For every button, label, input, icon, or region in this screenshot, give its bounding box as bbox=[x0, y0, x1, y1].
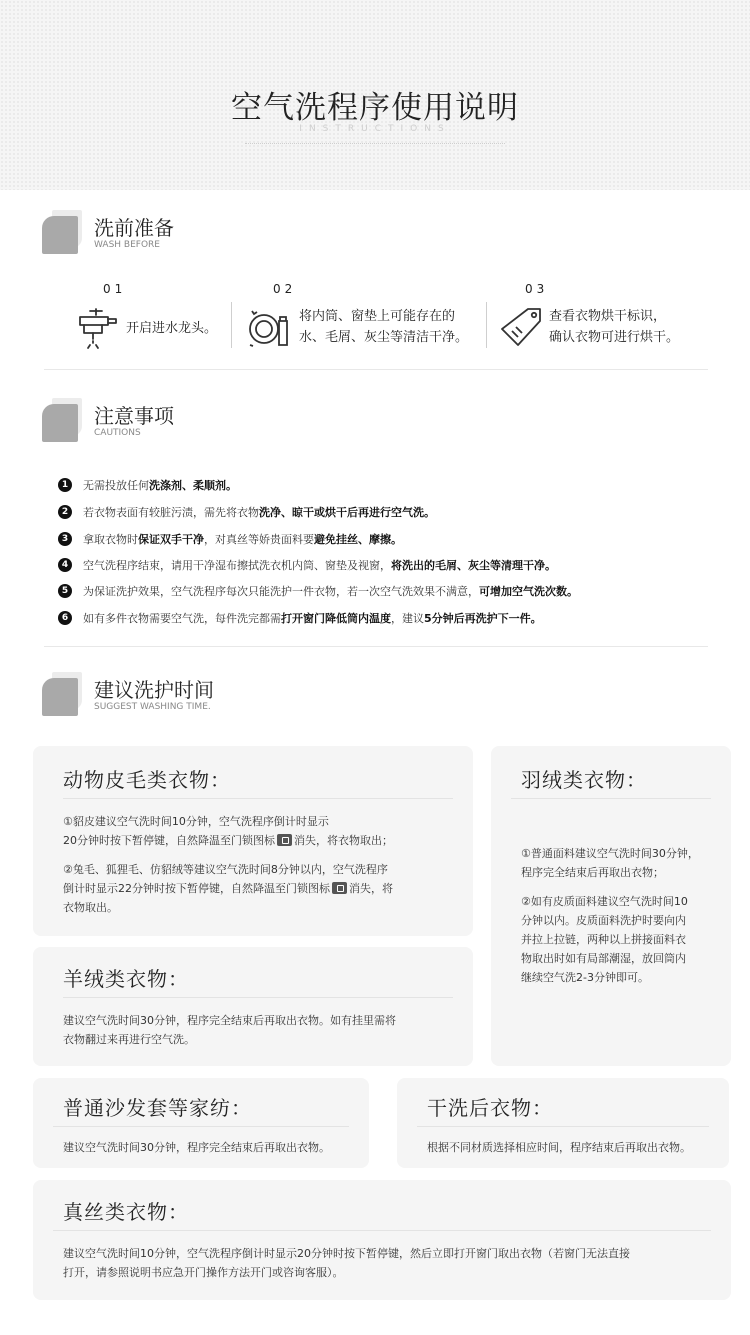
card-divider bbox=[63, 997, 453, 998]
step-text: 将内筒、窗垫上可能存在的 水、毛屑、灰尘等清洁干净。 bbox=[299, 309, 469, 345]
section-subtitle: SUGGEST WASHING TIME. bbox=[94, 702, 211, 712]
step-number: 01 bbox=[103, 282, 127, 296]
caution-number-badge: 2 bbox=[58, 505, 72, 519]
caution-number-badge: 3 bbox=[58, 532, 72, 546]
card-title: 羽绒类衣物： bbox=[521, 768, 647, 792]
card-silk bbox=[33, 1180, 731, 1300]
card-divider bbox=[511, 798, 711, 799]
step-number: 02 bbox=[273, 282, 297, 296]
caution-item bbox=[58, 609, 542, 627]
page-subtitle: INSTRUCTIONS bbox=[299, 124, 451, 134]
step-divider bbox=[231, 302, 232, 348]
caution-item bbox=[58, 582, 578, 600]
card-text: ①貂皮建议空气洗时间10分钟，空气洗程序倒计时显示 20分钟时按下暂停键，自然降温至门锁图标 消失，将衣物取出； ②兔毛、狐狸毛、仿貂绒等建议空气洗时间8分钟以内，空气洗程序 倒计时显示22分钟时按下暂停键，自然降温至门锁图标 消失，将 衣物取出。 bbox=[63, 815, 393, 914]
card-down bbox=[491, 746, 731, 1066]
title-divider bbox=[245, 143, 505, 144]
card-cashmere bbox=[33, 947, 473, 1066]
caution-number-badge: 4 bbox=[58, 558, 72, 572]
caution-number-badge: 6 bbox=[58, 611, 72, 625]
section-marker-icon bbox=[42, 398, 82, 442]
card-text: 根据不同材质选择相应时间，程序结束后再取出衣物。 bbox=[427, 1141, 691, 1154]
section-marker-icon bbox=[42, 672, 82, 716]
section-title: 注意事项 bbox=[94, 404, 174, 428]
card-fur bbox=[33, 746, 473, 936]
caution-text: 若衣物表面有较脏污渍，需先将衣物洗净、晾干或烘干后再进行空气洗。 bbox=[83, 506, 435, 519]
card-text: 建议空气洗时间30分钟，程序完全结束后再取出衣物。 bbox=[63, 1141, 330, 1154]
card-title: 干洗后衣物： bbox=[427, 1096, 553, 1120]
caution-text: 为保证洗护效果，空气洗程序每次只能洗护一件衣物，若一次空气洗效果不满意，可增加空气洗次数。 bbox=[83, 585, 578, 598]
card-text: ①普通面料建议空气洗时间30分钟， 程序完全结束后再取出衣物； ②如有皮质面料建议空气洗时间10 分钟以内。皮质面料洗护时要向内 并拉上拉链，两种以上拼接面料衣 物取出时如有局部潮湿，放回筒内 继续空气洗2-3分钟即可。 bbox=[521, 847, 699, 984]
card-title: 真丝类衣物： bbox=[63, 1200, 189, 1224]
card-divider bbox=[53, 1230, 711, 1231]
cleaning-plate-icon bbox=[246, 305, 292, 351]
tag-icon bbox=[498, 305, 544, 351]
section-title: 洗前准备 bbox=[94, 216, 174, 240]
caution-item bbox=[58, 530, 402, 548]
door-lock-icon bbox=[332, 882, 347, 894]
caution-item bbox=[58, 503, 435, 521]
faucet-icon bbox=[76, 305, 122, 351]
section-divider bbox=[44, 369, 708, 370]
card-sofa bbox=[33, 1078, 369, 1168]
header-banner bbox=[0, 0, 750, 190]
caution-text: 如有多件衣物需要空气洗，每件洗完都需打开窗门降低筒内温度，建议5分钟后再洗护下一件。 bbox=[83, 612, 542, 625]
caution-text: 无需投放任何洗涤剂、柔顺剂。 bbox=[83, 479, 237, 492]
card-title: 普通沙发套等家纺： bbox=[63, 1096, 252, 1120]
caution-number-badge: 5 bbox=[58, 584, 72, 598]
section-divider bbox=[44, 646, 708, 647]
step-text: 查看衣物烘干标识， 确认衣物可进行烘干。 bbox=[549, 309, 680, 345]
caution-text: 拿取衣物时保证双手干净，对真丝等娇贵面料要避免挂丝、摩擦。 bbox=[83, 533, 402, 546]
step-text: 开启进水龙头。 bbox=[126, 321, 218, 336]
page-title: 空气洗程序使用说明 bbox=[231, 90, 519, 126]
card-divider bbox=[53, 1126, 349, 1127]
section-title: 建议洗护时间 bbox=[94, 678, 214, 702]
step-divider bbox=[486, 302, 487, 348]
section-subtitle: CAUTIONS bbox=[94, 428, 141, 438]
caution-item bbox=[58, 556, 556, 574]
step-number: 03 bbox=[525, 282, 549, 296]
card-title: 羊绒类衣物： bbox=[63, 967, 189, 991]
card-divider bbox=[417, 1126, 709, 1127]
card-dry-clean bbox=[397, 1078, 729, 1168]
caution-text: 空气洗程序结束，请用干净湿布擦拭洗衣机内筒、窗垫及视窗，将洗出的毛屑、灰尘等清理干净。 bbox=[83, 559, 556, 572]
caution-number-badge: 1 bbox=[58, 478, 72, 492]
section-subtitle: WASH BEFORE bbox=[94, 240, 160, 250]
card-text: 建议空气洗时间10分钟，空气洗程序倒计时显示20分钟时按下暂停键，然后立即打开窗门取出衣物（若窗门无法直接 打开，请参照说明书应急开门操作方法开门或咨询客服）。 bbox=[63, 1247, 630, 1279]
section-marker-icon bbox=[42, 210, 82, 254]
card-text: 建议空气洗时间30分钟，程序完全结束后再取出衣物。如有挂里需将 衣物翻过来再进行空气洗。 bbox=[63, 1014, 396, 1046]
door-lock-icon bbox=[277, 834, 292, 846]
card-title: 动物皮毛类衣物： bbox=[63, 768, 231, 792]
card-divider bbox=[63, 798, 453, 799]
caution-item bbox=[58, 476, 237, 494]
